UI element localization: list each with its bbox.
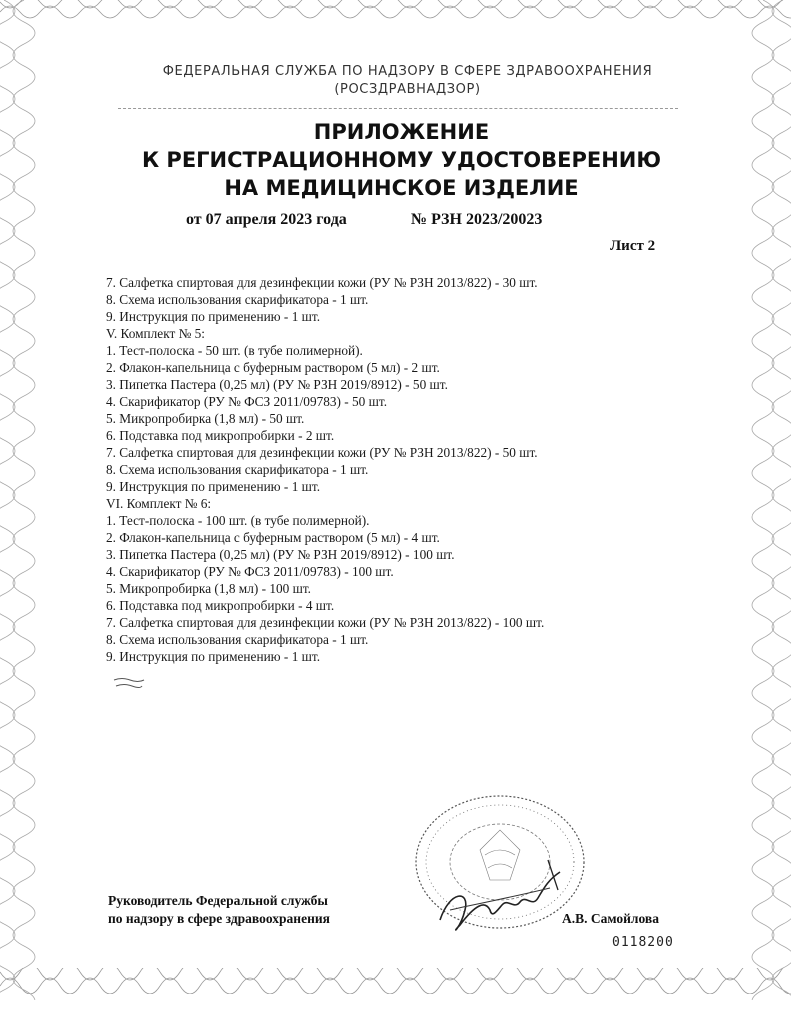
- list-item: 9. Инструкция по применению - 1 шт.: [106, 649, 321, 664]
- list-item: 5. Микропробирка (1,8 мл) - 100 шт.: [106, 581, 311, 596]
- end-mark: [112, 676, 146, 690]
- document-title: ПРИЛОЖЕНИЕ: [313, 120, 490, 144]
- sheet-number: Лист 2: [610, 238, 656, 254]
- document-subtitle-line1: К РЕГИСТРАЦИОННОМУ УДОСТОВЕРЕНИЮ: [141, 148, 662, 172]
- kit-item-list: [106, 274, 544, 665]
- list-item: VI. Комплект № 6:: [106, 496, 212, 511]
- list-item: 8. Схема использования скарификатора - 1 шт.: [106, 632, 369, 647]
- list-item: 1. Тест-полоска - 100 шт. (в тубе полимерной).: [106, 513, 370, 528]
- list-item: V. Комплект № 5:: [106, 326, 205, 341]
- list-item: 3. Пипетка Пастера (0,25 мл) (РУ № РЗН 2019/8912) - 50 шт.: [106, 377, 448, 392]
- issue-date: от 07 апреля 2023 года: [186, 211, 347, 228]
- handwritten-signature-icon: [430, 850, 580, 940]
- border-top-pattern: [0, 0, 791, 20]
- form-serial-number: 0118200: [612, 935, 674, 950]
- list-item: 3. Пипетка Пастера (0,25 мл) (РУ № РЗН 2019/8912) - 100 шт.: [106, 547, 455, 562]
- list-item: 2. Флакон-капельница с буферным раствором (5 мл) - 4 шт.: [106, 530, 440, 545]
- list-item: 2. Флакон-капельница с буферным раствором (5 мл) - 2 шт.: [106, 360, 440, 375]
- list-item: 6. Подставка под микропробирки - 2 шт.: [106, 428, 335, 443]
- signatory-title-line2: по надзору в сфере здравоохранения: [108, 911, 330, 926]
- list-item: 9. Инструкция по применению - 1 шт.: [106, 309, 321, 324]
- list-item: 6. Подставка под микропробирки - 4 шт.: [106, 598, 335, 613]
- list-item: 7. Салфетка спиртовая для дезинфекции кожи (РУ № РЗН 2013/822) - 100 шт.: [106, 615, 545, 630]
- header-divider: [118, 108, 678, 109]
- list-item: 1. Тест-полоска - 50 шт. (в тубе полимерной).: [106, 343, 363, 358]
- signatory-name: А.В. Самойлова: [562, 911, 659, 926]
- list-item: 4. Скарификатор (РУ № ФСЗ 2011/09783) - 100 шт.: [106, 564, 394, 579]
- border-bottom-pattern: [0, 968, 791, 994]
- document-subtitle-line2: НА МЕДИЦИНСКОЕ ИЗДЕЛИЕ: [224, 176, 579, 200]
- agency-name: ФЕДЕРАЛЬНАЯ СЛУЖБА ПО НАДЗОРУ В СФЕРЕ ЗДРАВООХРАНЕНИЯ: [162, 64, 653, 79]
- list-item: 5. Микропробирка (1,8 мл) - 50 шт.: [106, 411, 305, 426]
- agency-abbreviation: (РОСЗДРАВНАДЗОР): [334, 82, 481, 97]
- list-item: 9. Инструкция по применению - 1 шт.: [106, 479, 321, 494]
- registration-number: № РЗН 2023/20023: [411, 211, 543, 228]
- list-item: 4. Скарификатор (РУ № ФСЗ 2011/09783) - 50 шт.: [106, 394, 388, 409]
- list-item: 7. Салфетка спиртовая для дезинфекции кожи (РУ № РЗН 2013/822) - 30 шт.: [106, 275, 538, 290]
- list-item: 7. Салфетка спиртовая для дезинфекции кожи (РУ № РЗН 2013/822) - 50 шт.: [106, 445, 538, 460]
- list-item: 8. Схема использования скарификатора - 1 шт.: [106, 292, 369, 307]
- list-item: 8. Схема использования скарификатора - 1 шт.: [106, 462, 369, 477]
- signatory-title-line1: Руководитель Федеральной службы: [108, 893, 328, 908]
